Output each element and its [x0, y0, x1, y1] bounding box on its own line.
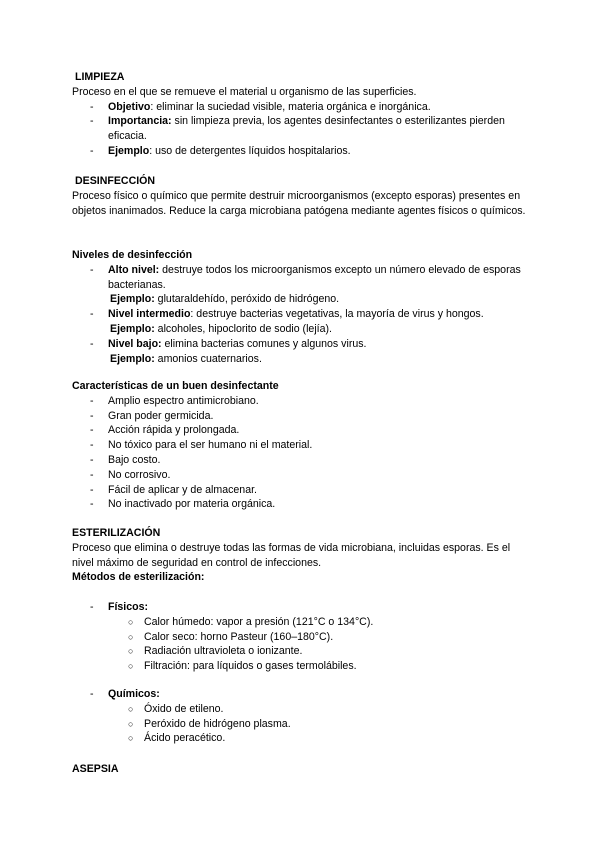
list-item [72, 114, 532, 144]
item-label: Alto nivel: [108, 263, 160, 276]
subsection-title: Métodos de esterilización: [72, 571, 205, 584]
example-label: Ejemplo: [110, 322, 155, 335]
section-esterilizacion [72, 526, 532, 585]
item-label: Importancia: [108, 115, 172, 128]
list-item: - Gran poder germicida. [72, 409, 532, 424]
example-line [108, 322, 532, 337]
list-item: - Bajo costo. [72, 453, 532, 468]
niveles-list [72, 263, 532, 367]
section-caracteristicas [72, 379, 532, 512]
list-item: - No corrosivo. [72, 468, 532, 483]
subsection-title: Niveles de desinfección [72, 249, 193, 261]
section-title: ASEPSIA [72, 763, 119, 775]
item-label: Objetivo [108, 100, 151, 113]
limpieza-list [72, 100, 532, 159]
section-intro: Proceso que elimina o destruye todas las formas de vida microbiana, incluidas esporas. Es el nivel máximo de seguridad en control de infecciones. [72, 541, 511, 569]
sublist-item: ○ Filtración: para líquidos o gases termolábiles. [72, 659, 532, 674]
example-label: Ejemplo: [110, 352, 155, 365]
section-title: DESINFECCIÓN [75, 175, 156, 187]
section-intro: Proceso en el que se remueve el material u organismo de las superficies. [72, 85, 417, 98]
item-text: : uso de detergentes líquidos hospitalarios. [149, 144, 351, 157]
section-niveles [72, 248, 532, 366]
section-title: ESTERILIZACIÓN [72, 527, 161, 539]
example-text: amonios cuaternarios. [154, 352, 262, 365]
sublist-item: ○ Peróxido de hidrógeno plasma. [72, 717, 532, 732]
sublist-item: ○ Óxido de etileno. [72, 702, 532, 717]
caracteristicas-list [72, 394, 532, 512]
sublist-item: ○ Calor húmedo: vapor a presión (121°C o 134°C). [72, 615, 532, 630]
item-text: : destruye bacterias vegetativas, la mayoría de virus y hongos. [190, 308, 484, 321]
metodos-quimicos [72, 687, 532, 746]
example-text: glutaraldehído, peróxido de hidrógeno. [154, 293, 340, 306]
section-asepsia [72, 762, 532, 777]
item-text: destruye todos los microorganismos excepto un número elevado de esporas bacterianas. [108, 263, 521, 291]
section-title: LIMPIEZA [75, 71, 125, 83]
list-item: - No inactivado por materia orgánica. [72, 497, 532, 512]
list-item [72, 600, 532, 615]
list-item [72, 307, 532, 337]
subsection-title: Características de un buen desinfectante [72, 380, 279, 392]
item-text: sin limpieza previa, los agentes desinfectantes o esterilizantes pierden eficacia. [108, 115, 505, 143]
item-text: : eliminar la suciedad visible, materia orgánica e inorgánica. [150, 100, 431, 113]
list-item [72, 687, 532, 702]
list-item [72, 337, 532, 367]
section-intro: Proceso físico o químico que permite destruir microorganismos (excepto esporas) presentes en objetos inanimados. Reduce la carga microbiana patógena mediante agentes físicos o químicos. [72, 189, 526, 217]
fisicos-list [72, 600, 532, 615]
item-label: Nivel intermedio [108, 308, 191, 321]
list-item [72, 263, 532, 307]
section-limpieza [72, 70, 532, 159]
metodos-fisicos [72, 600, 532, 674]
sublist-item: ○ Ácido peracético. [72, 731, 532, 746]
sublist-item: ○ Calor seco: horno Pasteur (160–180°C). [72, 630, 532, 645]
quimicos-list [72, 687, 532, 702]
item-label: Ejemplo [108, 144, 150, 157]
list-item: - Fácil de aplicar y de almacenar. [72, 483, 532, 498]
section-desinfeccion [72, 174, 532, 218]
sublist-item: ○ Radiación ultravioleta o ionizante. [72, 644, 532, 659]
item-label: Físicos: [108, 601, 149, 613]
quimicos-sublist [72, 702, 532, 746]
list-item: - Amplio espectro antimicrobiano. [72, 394, 532, 409]
item-label: Nivel bajo: [108, 337, 162, 350]
example-text: alcoholes, hipoclorito de sodio (lejía). [154, 322, 332, 335]
fisicos-sublist [72, 615, 532, 674]
list-item [72, 144, 532, 159]
list-item [72, 100, 532, 115]
item-label: Químicos: [108, 688, 160, 700]
example-label: Ejemplo: [110, 293, 155, 306]
item-text: elimina bacterias comunes y algunos virus. [161, 337, 367, 350]
list-item: - No tóxico para el ser humano ni el material. [72, 438, 532, 453]
example-line [108, 292, 532, 307]
list-item: - Acción rápida y prolongada. [72, 423, 532, 438]
example-line [108, 352, 532, 367]
